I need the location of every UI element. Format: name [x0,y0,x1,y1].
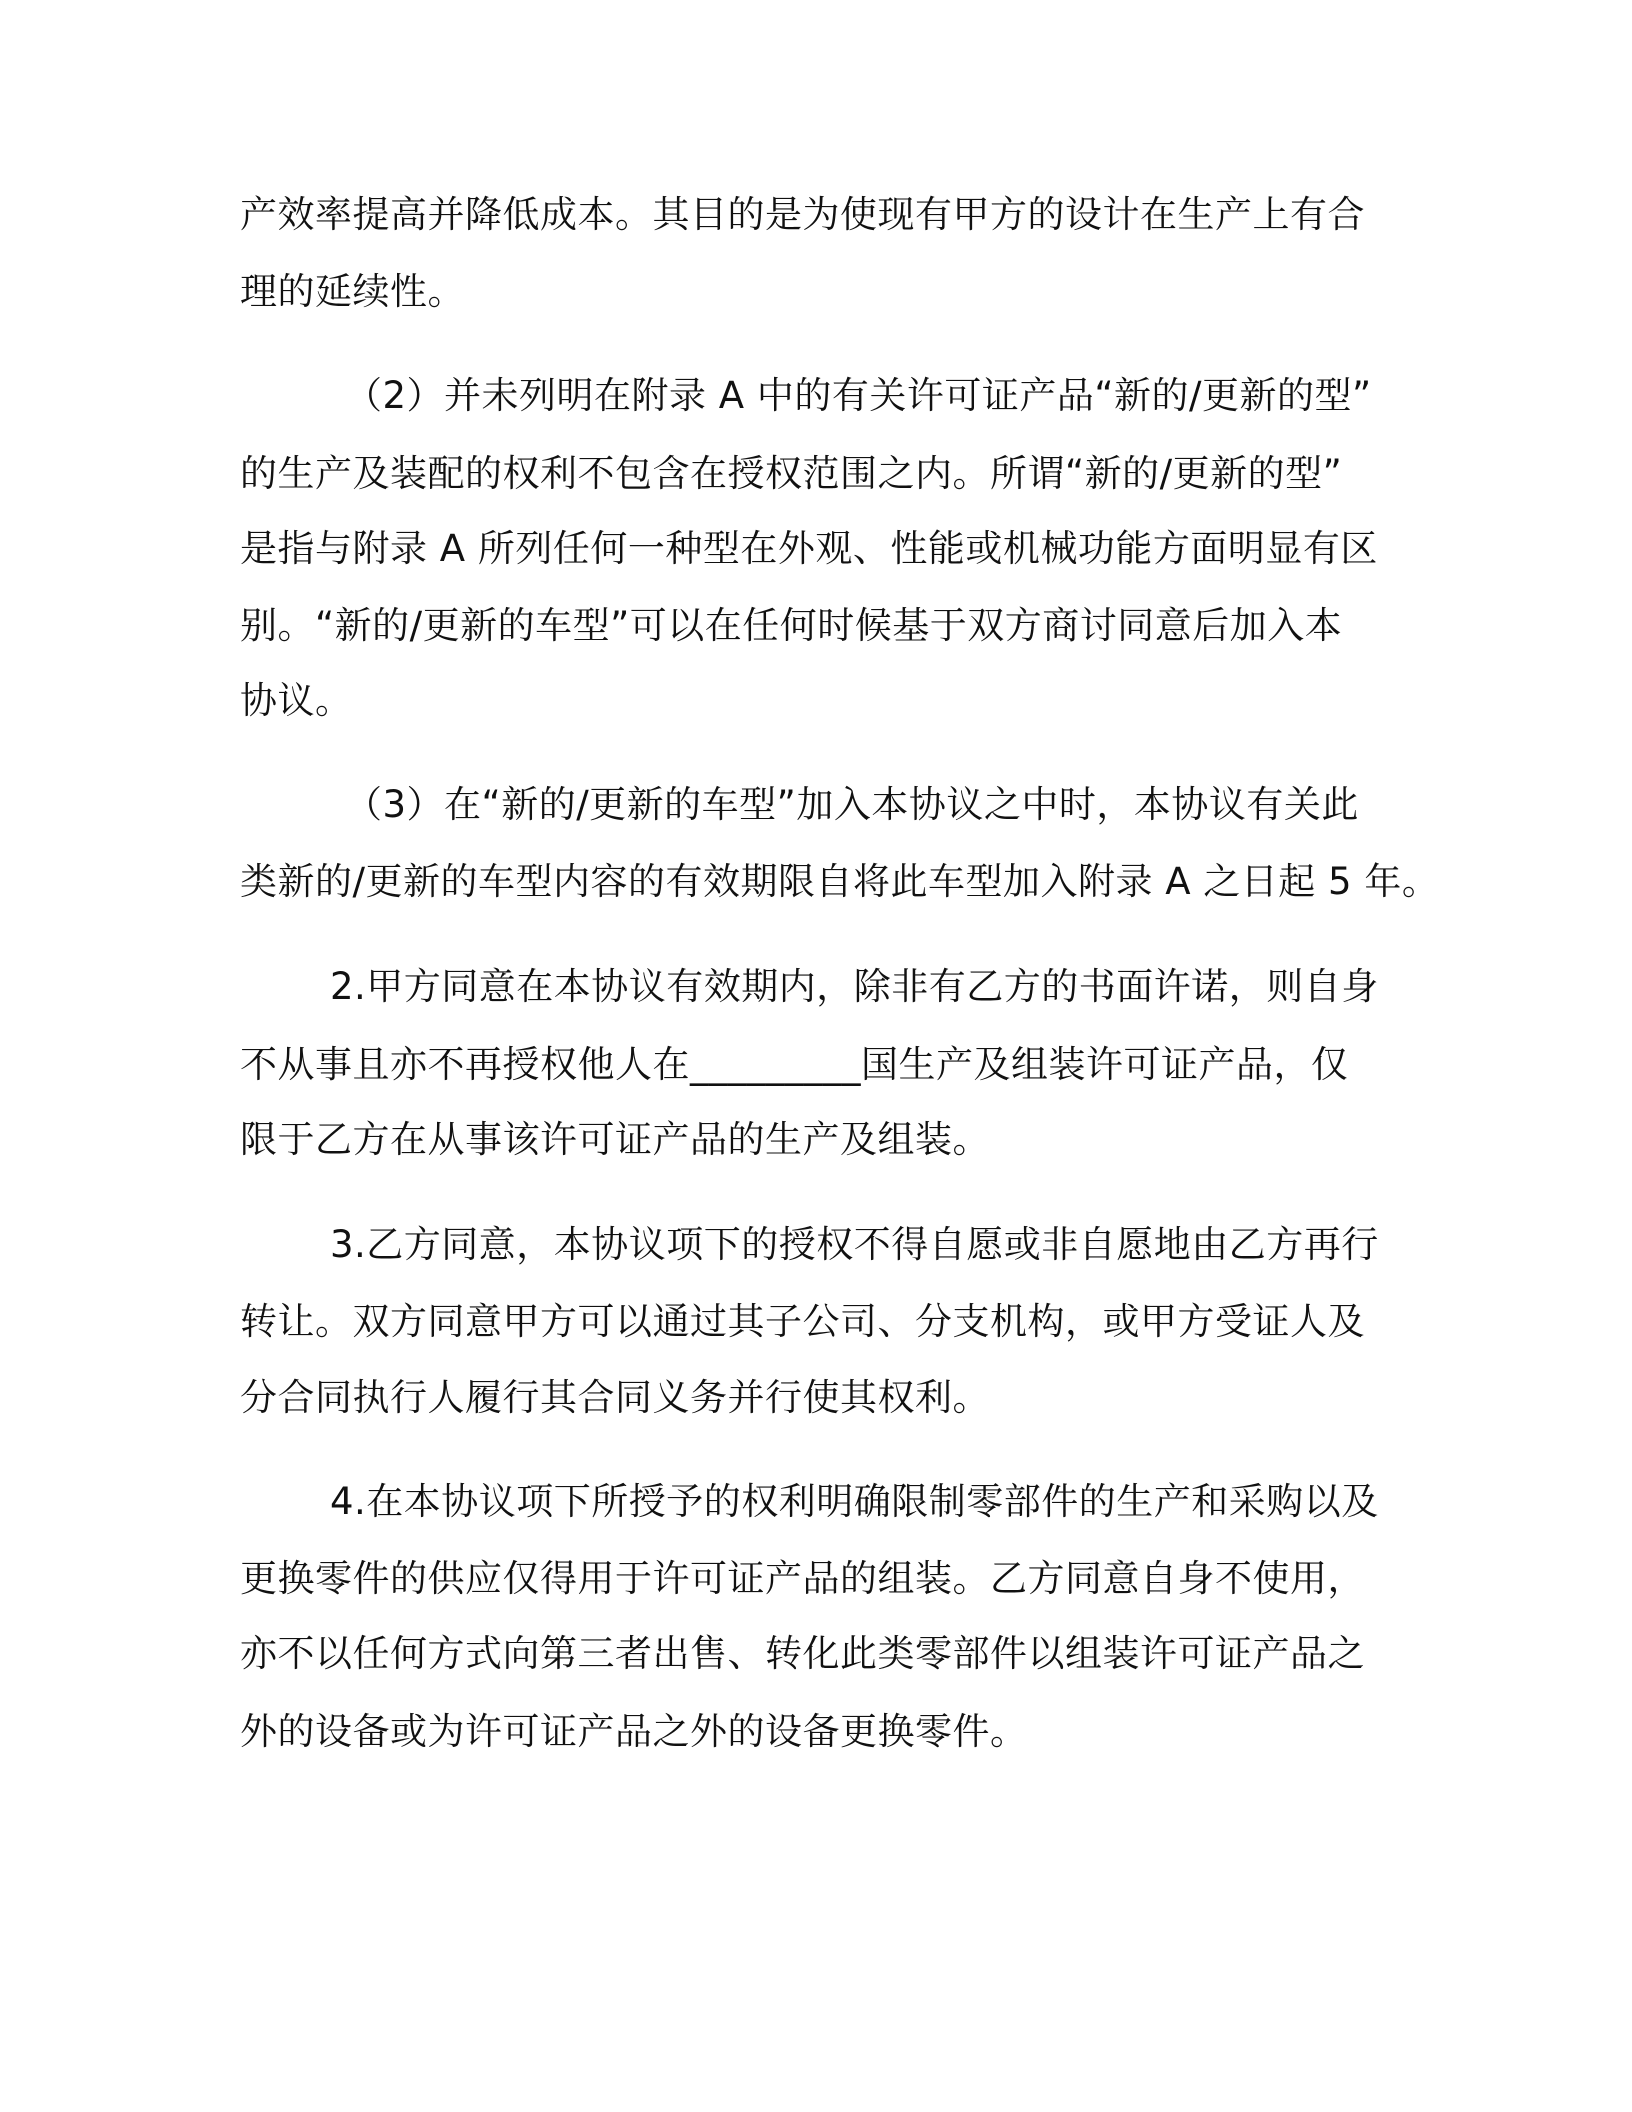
paragraph-3-line-1: （3）在“新的/更新的车型”加入本协议之中时，本协议有关此 [345,783,1359,826]
paragraph-5-line-2: 转让。双方同意甲方可以通过其子公司、分支机构，或甲方受证人及 [240,1300,1365,1343]
paragraph-6-line-2: 更换零件的供应仅得用于许可证产品的组装。乙方同意自身不使用， [240,1557,1365,1600]
paragraph-1-line-2: 理的延续性。 [240,270,465,313]
paragraph-2-line-2: 的生产及装配的权利不包含在授权范围之内。所谓“新的/更新的型” [240,452,1343,495]
paragraph-5-line-3: 分合同执行人履行其合同义务并行使其权利。 [240,1376,990,1419]
paragraph-2-line-4: 别。“新的/更新的车型”可以在任何时候基于双方商讨同意后加入本 [240,604,1343,647]
paragraph-4-line-2: 不从事且亦不再授权他人在_________国生产及组装许可证产品，仅 [240,1043,1349,1086]
paragraph-3-line-2: 类新的/更新的车型内容的有效期限自将此车型加入附录 A 之日起 5 年。 [240,860,1440,903]
paragraph-6-line-1: 4.在本协议项下所授予的权利明确限制零部件的生产和采购以及 [330,1480,1379,1523]
paragraph-2-line-1: （2）并未列明在附录 A 中的有关许可证产品“新的/更新的型” [345,374,1372,417]
paragraph-6-line-3: 亦不以任何方式向第三者出售、转化此类零部件以组装许可证产品之 [240,1632,1365,1675]
paragraph-4-line-3: 限于乙方在从事该许可证产品的生产及组装。 [240,1118,990,1161]
paragraph-6-line-4: 外的设备或为许可证产品之外的设备更换零件。 [240,1710,1028,1753]
paragraph-2-line-3: 是指与附录 A 所列任何一种型在外观、性能或机械功能方面明显有区 [240,527,1378,570]
paragraph-1-line-1: 产效率提高并降低成本。其目的是为使现有甲方的设计在生产上有合 [240,193,1365,236]
paragraph-2-line-5: 协议。 [240,679,353,722]
paragraph-5-line-1: 3.乙方同意，本协议项下的授权不得自愿或非自愿地由乙方再行 [330,1223,1379,1266]
paragraph-4-line-1: 2.甲方同意在本协议有效期内，除非有乙方的书面许诺，则自身 [330,965,1379,1008]
